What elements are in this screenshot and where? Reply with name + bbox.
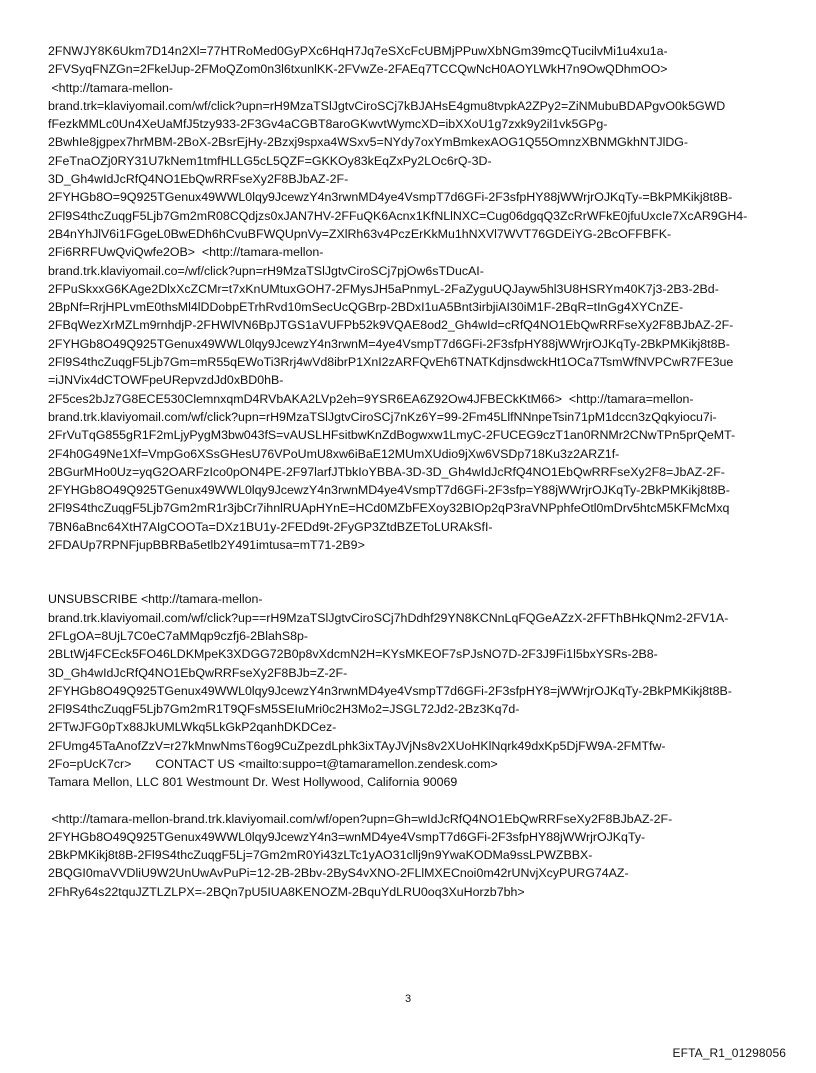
page-number: 3 [404,993,412,1005]
text-line: 7BN6aBnc64XtH7AIgCOOTa=DXz1BU1y-2FEDd9t-2FyGP3ZtdBZEToLURAkSfI- [48,519,493,534]
text-line: 2FrVuTqG855gR1F2mLjyPygM3bw043fS=vAUSLHFsitbwKnZdBogwxw1LmyC-2FUCEG9czT1an0RNMr2CNwTPn5prQeMT- [48,428,736,443]
text-line: Tamara Mellon, LLC 801 Westmount Dr. West Hollywood, California 90069 [48,775,458,790]
spacer [48,554,772,590]
text-line: brand.trk.klaviyomail.com/wf/click?up==rH9MzaTSlJgtvCiroSCj7hDdhf29YN8KCNnLqFQGeAZzX-2FFThBHkQNm2-2FV1A- [48,610,729,625]
text-line: 2FYHGb8O=9Q925TGenux49WWL0lqy9JcewzY4n3rwnMD4ye4VsmpT7d6GFi-2F3sfpHY88jWWrjrOJKqTy-=BkPMKikj8t8B- [48,190,733,205]
text-line: 2BQGI0maVVDliU9W2UnUwAvPuPi=12-2B-2Bbv-2ByS4vXNO-2FLlMXECnoi0m42rUNvjXcyPURG74AZ- [48,866,629,881]
document-body [48,42,772,901]
text-line: 2BLtWj4FCEck5FO46LDKMpeK3XDGG72B0p8vXdcmN2H=KYsMKEOF7sPJsNO7D-2F3J9Fi1l5bxYSRs-2B8- [48,647,658,662]
tracking-link-block [48,810,772,901]
text-line: fFezkMMLc0Un4XeUaMfJ5tzy933-2F3Gv4aCGBT8aroGKwvtWymcXD=ibXXoU1g7zxk9y2il1vk5GPg- [48,117,608,132]
text-line: 2FVSyqFNZGn=2FkelJup-2FMoQZom0n3l6txunlKK-2FVwZe-2FAEq7TCCQwNcH0AOYLWkH7n9OwQDhmOO> [48,62,668,77]
text-line: <http://tamara-mellon-brand.trk.klaviyomail.com/wf/open?upn=Gh=wIdJcRfQ4NO1EbQwRRFseXy2F8BJbAZ-2F- [48,811,673,826]
text-line: UNSUBSCRIBE <http://tamara-mellon- [48,592,263,607]
text-line: 2FYHGb8O49Q925TGenux49WWL0lqy9JcewzY4n3rwnMD4ye4VsmpT7d6GFi-2F3sfp=Y88jWWrjrOJKqTy-2BkPMKikj8t8B- [48,483,730,498]
text-line: 2FPuSkxxG6KAge2DlxXcZCMr=t7xKnUMtuxGOH7-2FMysJH5aPnmyL-2FaZyguUQJayw5hl3U8HSRYm40K7j3-2B3-2Bd- [48,281,719,296]
text-line: 2Fl9S4thcZuqgF5Ljb7Gm2mR08CQdjzs0xJAN7HV-2FFuQK6Acnx1KfNLlNXC=Cug06dgqQ3ZcRrWFkE0jfuUxcIe7XcAR9GH4- [48,208,748,223]
text-line: 2Fl9S4thcZuqgF5Ljb7Gm2mR1r3jbCr7ihnlRUApHYnE=HCd0MZbFEXoy32BIOp2qP3raVNPphfeOtl0mDrv5htcM5KFMcMxq [48,501,730,516]
text-line: 2FeTnaOZj0RY31U7kNem1tmfHLLG5cL5QZF=GKKOy83kEqZxPy2LOc6rQ-3D- [48,153,492,168]
text-line: 2FDAUp7RPNFjupBBRBa5etlb2Y491imtusa=mT71-2B9> [48,538,365,553]
text-line: 2F5ces2bJz7G8ECE530ClemnxqmD4RVbAKA2LVp2eh=9YSR6EA6Z92Ow4JFBECkKtM66> <http://tamara=mellon- [48,391,694,406]
text-line: 2FYHGb8O49Q925TGenux49WWL0lqy9JcewzY4n3rwnM=4ye4VsmpT7d6GFi-2F3sfpHY88jWWrjrOJKqTy-2BkPMKikj8t8B- [48,336,730,351]
text-line: 2BpNf=RrjHPLvmE0thsMl4lDDobpETrhRvd10mSecUcQGBrp-2BDxI1uA5Bnt3irbjiAI30iM1F-2BqR=tInGg4XYCnZE- [48,300,684,315]
text-line: 2BkPMKikj8t8B-2Fl9S4thcZuqgF5Lj=7Gm2mR0Yi43zLTc1yAO31cllj9n9YwaKODMa9ssLPWZBBX- [48,848,593,863]
text-line: 2Fl9S4thcZuqgF5Ljb7Gm2mR1T9QFsM5SEIuMri0c2H3Mo2=JSGL72Jd2-2Bz3Kq7d- [48,702,520,717]
text-line: brand.trk=klaviyomail.com/wf/click?upn=rH9MzaTSlJgtvCiroSCj7kBJAHsE4gmu8tvpkA2ZPy2=ZiNMubuBDAPgvO0k5GWD [48,98,726,113]
text-line: brand.trk.klaviyomail.com/wf/click?upn=rH9MzaTSlJgtvCiroSCj7nKz6Y=99-2Fm45LlfNNnpeTsin71pM1dccn3zQqkyiocu7i- [48,409,717,424]
unsubscribe-block [48,590,772,791]
text-line: 2FTwJFG0pTx88JkUMLWkq5LkGkP2qanhDKDCez- [48,720,337,735]
text-line: 2BwhIe8jgpex7hrMBM-2BoX-2BsrEjHy-2Bzxj9spxa4WSxv5=NYdy7oxYmBmkexAOG1Q55OmnzXBNMGkhNTJlDG- [48,135,689,150]
text-line: 2FYHGb8O49Q925TGenux49WWL0lqy9JcewzY4n3=wnMD4ye4VsmpT7d6GFi-2F3sfpHY88jWWrjrOJKqTy- [48,829,646,844]
text-line: 2FUmg45TaAnofZzV=r27kMnwNmsT6og9CuZpezdLphk3ixTAyJVjNs8v2XUoHKlNqrk49dxKp5DjFW9A-2FMTfw- [48,738,666,753]
text-line: <http://tamara-mellon- [48,80,173,95]
text-line: 2B4nYhJlV6i1FGgeL0BwEDh6hCvuBFWQUpnVy=ZXlRh63v4PczErKkMu1hNXVl7WVT76GDEiYG-2BcOFFBFK- [48,226,672,241]
text-line: =iJNVix4dCTOWFpeURepvzdJd0xBD0hB- [48,373,284,388]
text-line: 2Fi6RRFUwQviQwfe2OB> <http://tamara-mellon- [48,245,324,260]
text-line: 2FBqWezXrMZLm9rnhdjP-2FHWlVN6BpJTGS1aVUFPb52k9VQAE8od2_Gh4wId=cRfQ4NO1EbQwRRFseXy2F8BJbAZ-2F- [48,318,734,333]
text-line: 2BGurMHo0Uz=yqG2OARFzIco0pON4PE-2F97larfJTbkIoYBBA-3D-3D_Gh4wIdJcRfQ4NO1EbQwRRFseXy2F8=JbAZ-2F- [48,464,725,479]
link-block-1 [48,42,772,554]
text-line: 2Fo=pUcK7cr> CONTACT US <mailto:suppo=t@tamaramellon.zendesk.com> [48,756,498,771]
text-line: 2FLgOA=8UjL7C0eC7aMMqp9czfj6-2BlahS8p- [48,628,308,643]
text-line: 2FNWJY8K6Ukm7D14n2Xl=77HTRoMed0GyPXc6HqH7Jq7eSXcFcUBMjPPuwXbNGm39mcQTucilvMi1u4xu1a- [48,44,668,58]
text-line: 3D_Gh4wIdJcRfQ4NO1EbQwRRFseXy2F8BJbAZ-2F- [48,172,349,187]
bates-number: EFTA_R1_01298056 [672,1046,786,1060]
text-line: brand.trk.klaviyomail.co=/wf/click?upn=rH9MzaTSlJgtvCiroSCj7pjOw6sTDucAI- [48,263,484,278]
spacer [48,792,772,810]
text-line: 2FYHGb8O49Q925TGenux49WWL0lqy9JcewzY4n3rwnMD4ye4VsmpT7d6GFi-2F3sfpHY8=jWWrjrOJKqTy-2BkPMKikj8t8B- [48,683,732,698]
text-line: 2FhRy64s22tquJZTLZLPX=-2BQn7pU5IUA8KENOZM-2BquYdLRU0oq3XuHorzb7bh> [48,884,525,899]
text-line: 2F4h0G49Ne1Xf=VmpGo6XSsGHesU76VPoUmU8xw6iBaE12MUmXUdio9jXw6VSDp718Ku3z2ARZ1f- [48,446,620,461]
text-line: 3D_Gh4wIdJcRfQ4NO1EbQwRRFseXy2F8BJb=Z-2F- [48,665,348,680]
text-line: 2Fl9S4thcZuqgF5Ljb7Gm=mR55qEWoTi3Rrj4wVd8ibrP1XnI2zARFQvEh6TNATKdjnsdwckHt1OCa7TsmWfNVPCwR7FE3ue [48,355,734,370]
